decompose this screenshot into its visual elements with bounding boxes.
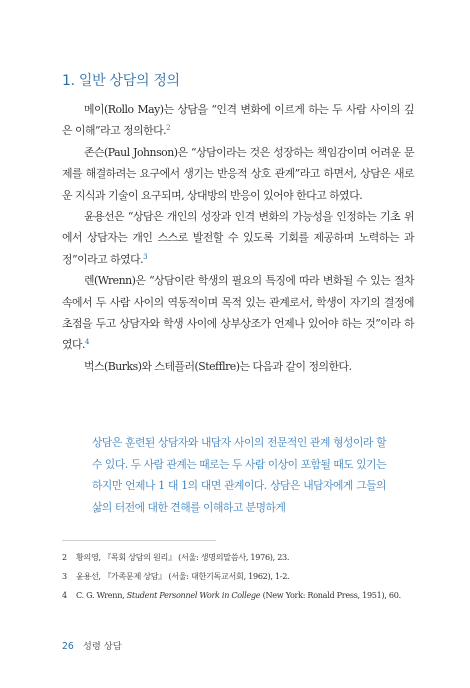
footnote-item	[62, 567, 422, 586]
page-number: 26	[62, 641, 74, 652]
footnote-ref[interactable]: 2	[166, 124, 171, 133]
footnote-text-pre: C. G. Wrenn,	[76, 590, 127, 600]
footnote-number: 4	[62, 590, 67, 600]
footnote-ref[interactable]: 4	[85, 338, 89, 347]
page-footer	[62, 638, 122, 652]
footnote-text-post: (New York: Ronald Press, 1951), 60.	[260, 590, 401, 600]
footnote-number: 2	[62, 552, 67, 562]
body-text	[62, 99, 414, 377]
footnote-ref[interactable]: 3	[143, 252, 148, 261]
section-heading: 1. 일반 상담의 정의	[62, 73, 180, 89]
footnote-book-title: Student Personnel Work in College	[126, 590, 261, 600]
paragraph: 메이(Rollo May)는 상담을 “인격 변화에 이르게 하는 두 사람 사이의 깊은 이해”라고 정의한다.$^2$	[62, 103, 414, 138]
paragraph: 렌(Wrenn)은 “상담이란 학생의 필요의 특징에 따라 변화될 수 있는 절차 속에서 두 사람 사이의 역동적이며 목적 있는 관계로서, 학생이 자기의 결정에 초점을 두고 상담자와 학생 사이에 상부상조가 언제나 있어야 하는 것”이라 하였다.$^4$	[62, 274, 414, 352]
footnote-item	[62, 586, 422, 605]
footnote-number: 3	[62, 571, 67, 581]
paragraph: 존슨(Paul Johnson)은 “상담이라는 것은 성장하는 책임감이며 어려운 문제를 해결하려는 요구에서 생기는 반응적 상호 관계”라고 하면서, 상담은 새로운 지식과 기술이 요구되며, 상대방의 반응이 있어야 한다고 하였다.	[62, 145, 414, 202]
footnote-text: 황의영, 『목회 상담의 원리』 (서울: 생명의말씀사, 1976), 23.	[76, 552, 290, 562]
block-quote: 상담은 훈련된 상담자와 내담자 사이의 전문적인 관계 형성이라 할 수 있다. 두 사람 관계는 때로는 두 사람 이상이 포함될 때도 있기는 하지만 언제나 1 대 1의 대면 관계이다. 상담은 내담자에게 그들의 삶의 터전에 대한 견해를 이해하고 분명하게	[92, 436, 386, 514]
footnote-text: 윤용선, 『가족문제 상담』 (서울: 대한기독교서회, 1962), 1-2.	[76, 571, 290, 581]
footnote-item	[62, 548, 422, 567]
footnote-divider	[62, 540, 216, 541]
paragraph: 윤용선은 “상담은 개인의 성장과 인격 변화의 가능성을 인정하는 기초 위에서 상담자는 개인 스스로 발전할 수 있도록 기회를 제공하며 노력하는 과정”이라고 하였다.$^3$	[62, 210, 414, 266]
paragraph: 벅스(Burks)와 스테플러(Stefflre)는 다음과 같이 정의한다.	[84, 359, 352, 373]
footnotes	[62, 548, 422, 605]
running-title: 성령 상담	[82, 641, 122, 652]
